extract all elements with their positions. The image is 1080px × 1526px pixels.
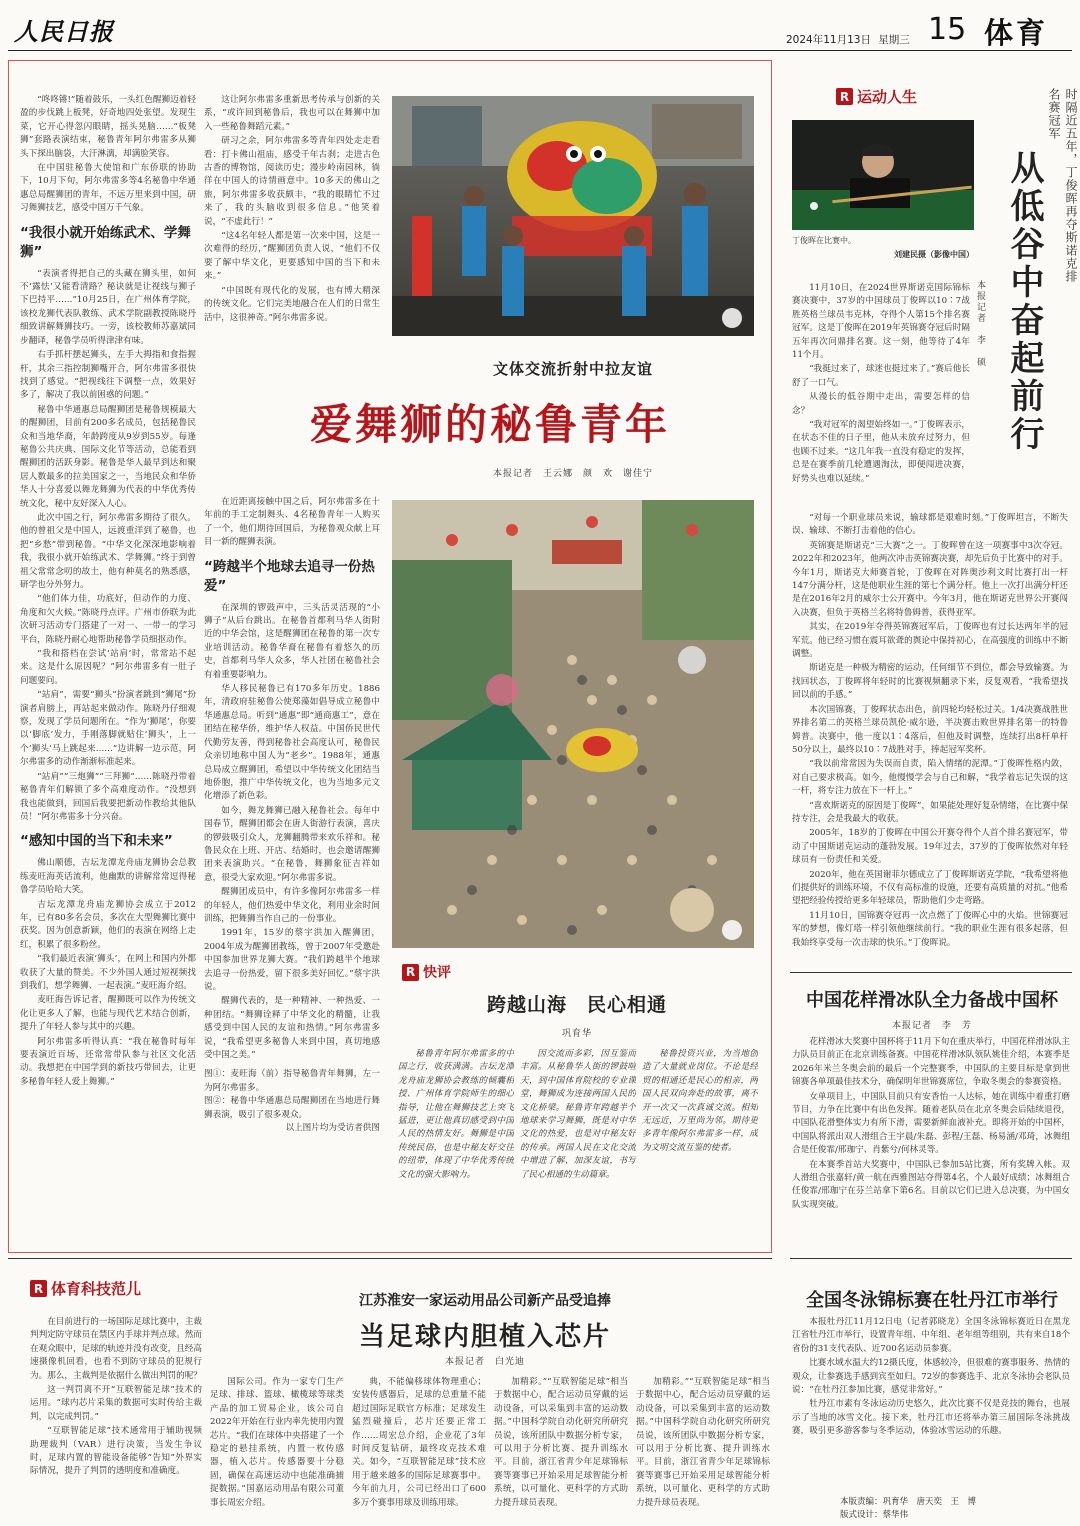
snooker-body-narrow xyxy=(792,282,970,510)
r-logo-icon: R xyxy=(30,1280,47,1297)
photo-caption: 图①：麦旺海（前）指导秘鲁青年舞狮，左一为阿尔弗雷多。 xyxy=(204,1069,380,1093)
football-col5 xyxy=(636,1376,770,1522)
lion-training-photo xyxy=(392,96,754,336)
lion-kicker: 文体交流折射中拉友谊 xyxy=(492,360,653,378)
r-logo-icon: R xyxy=(836,88,853,105)
issue-date xyxy=(786,32,910,47)
paragraph: “喜欢斯诺克的原因是丁俊晖”，如果能处理好复杂情绪，在比赛中保持专注，会是我最大的收获。 xyxy=(792,800,1068,824)
tag-label: 体育科技范儿 xyxy=(51,1280,142,1298)
paragraph: 醒狮团成员中，有许多像阿尔弗雷多一样的年轻人，他们热爱中华文化，利用业余时间训练，把舞狮当作自己的一份事业。 xyxy=(204,887,380,924)
paragraph: 比赛水域水温大约12摄氏度，体感较冷，但很难的赛事服务、热情的观众，让参赛选手感到宾至如归。72岁的参赛选手、北京冬泳协会老队员说：“在牡丹江参加比赛，感觉非常好。” xyxy=(792,1358,1070,1396)
paragraph: 本次国锦赛，丁俊晖状态出色，前四轮均轻松过关。1/4决赛战胜世界排名第二的英格兰球员凯伦·威尔逊，半决赛击败世界排名第一的特鲁姆普。决赛中，他一度以1∶4落后，但他及时调整，连续打出8杆单杆50分以上，最终以10∶7战胜对手，捧起冠军奖杯。 xyxy=(792,704,1068,755)
subheading: “感知中国的当下和未来” xyxy=(20,833,173,850)
paragraph: 牡丹江市素有冬泳运动历史悠久，此次比赛不仅是竞技的舞台，也展示了当地的冰雪文化。接下来，牡丹江市还将举办第三届国际冬泳挑战赛，吸引更多游客参与冬季运动，体验冰雪运动的乐趣。 xyxy=(792,1399,1070,1437)
paragraph: “我挺过来了，球迷也挺过来了。”赛后他长舒了一口气。 xyxy=(792,364,970,388)
snooker-credit: 刘建民摄（影像中国） xyxy=(894,249,974,259)
subheading: “我很小就开始练武术、学舞狮” xyxy=(20,224,191,260)
paragraph: 典，不能偏移球体物理重心；安装传感器后，足球的总重量不能超过国际足联官方标准；足球发生猛烈碰撞后，芯片还要正常工作……周宏总介绍，企业花了3年时间反复钻研，最终攻克技术难关。如今，“互联智能足球”技术应用于越来越多的国际足球赛事中。今年前九月，公司已经出口了600多万个赛事用球及训练用球。 xyxy=(352,1377,486,1508)
paragraph: 秘鲁中华通惠总局醒狮团是秘鲁规模最大的醒狮团，目前有200多名成员，包括秘鲁民众和当地华裔，年龄跨度从9岁到55岁。每逢秘鲁公共庆典、国际文化节等活动，总能看到醒狮团的活跃身影。秘鲁是华人最早到达和聚居人数最多的拉美国家之一，当地民众和华侨华人十分喜爱以舞龙舞狮为代表的中华优秀传统文化，秘中友好深入人心。 xyxy=(20,404,196,509)
paragraph: 英锦赛是斯诺克“三大赛”之一。丁俊晖曾在这一项赛事中3次夺冠。2022年和2023年，他两次冲击英锦赛决赛，却先后负于比赛中的对手。今年1月，斯诺克大师赛首轮，丁俊晖在对阵奥沙利文时比赛打出一杆147分满分杆，这是他职业生涯的第七个满分杆。他上一次打出满分杆还是在2016年2月的威尔士公开赛中。今年3月，他在斯诺克世界公开赛闯入决赛，但负于英格兰名将特鲁姆普，获得亚军。 xyxy=(792,540,1068,618)
paragraph: 花样滑冰大奖赛中国杯将于11月下旬在重庆举行，中国花样滑冰队主力队员目前正在北京训练备赛。中国花样滑冰队领队姚佳介绍，本赛季是2026年米兰冬奥会前的最后一个完整赛季，中国队的主要目标是拿到世锦赛各单项最佳技术分，确保明年世锦赛席位，争取冬奥会的参赛资格。 xyxy=(792,1037,1070,1088)
divider xyxy=(790,1258,1072,1259)
paragraph: “表演者得把自己的头藏在狮头里，如何不‘露怯’又能看清路？秘诀就是让视线与狮子下巴持平……”10月25日，在广州体育学院，该校龙狮代表队教练、武术学院副教授陈晓丹细致讲解舞狮技巧。一旁，该校教师苏嘉斌同步翻译，秘鲁学员听得津津有味。 xyxy=(20,268,196,346)
divider xyxy=(790,972,1072,973)
paragraph: “站肩”“三炮狮”“三拜狮”……陈晓丹带着秘鲁青年们解锁了多个高难度动作。“没想到我也能做到，回国后我要把新动作教给其他队员！”阿尔弗雷多十分兴奋。 xyxy=(20,771,196,822)
lion-col2-top xyxy=(204,94,380,340)
design-line: 版式设计：蔡华伟 xyxy=(840,1510,909,1520)
paragraph: “咚咚锵!”随着鼓乐，一头红色醒狮迈着轻盈的步伐跳上板凳，好奇地四处张望。发现生菜，它开心得忽闪眼睛，摇头晃脑……“板凳狮”套路表演结束，秘鲁青年阿尔弗雷多从狮头下探出脑袋，大汗淋漓，却满脸笑容。 xyxy=(20,95,196,159)
paragraph: “他们体力佳，功底好，但动作的力度、角度和欠火候。”陈晓丹点评。广州市侨联为此次研习活动专门搭建了一对一、一带一的学习平台，陈晓丹耐心地帮助秘鲁学员细抠动作。 xyxy=(20,594,196,645)
paragraph: 国际公司。作为一家专门生产足球、排球、篮球、橄榄球等球类产品的加工贸易企业，该公司自2022年开始在行业内率先使用内置芯片。“我们在球体中央搭建了一个稳定的悬挂系统，内置一枚传感器，植入芯片。传感器要十分稳固，确保在高速运动中也能准确捕捉数据。”国嘉运动用品有限公司董事长周宏介绍。 xyxy=(210,1377,344,1508)
paragraph: 在深圳的锣鼓声中，三头活灵活现的“小狮子”从后台跳出。在秘鲁首都利马华人街附近的中华会馆，这是醒狮团在秘鲁的第一次专业培训活动。秘鲁华裔在秘鲁有着悠久的历史，首都利马华人众多，华人社团在秘鲁社会有着重要影响力。 xyxy=(204,602,380,680)
paragraph: 其实，在2019年夺得英锦赛冠军后，丁俊晖也有过长达两年半的冠军荒。他已经习惯在震耳欲聋的舆论中保持初心，在高强度的训练中不断调整。 xyxy=(792,622,1068,660)
paragraph: 此次中国之行，阿尔弗雷多期待了很久。他的曾祖父是中国人，远渡重洋到了秘鲁，也把“乡愁”带到秘鲁。“中华文化深深地影响着我，我很小就开始练武术、学舞狮。”终于到曾祖父常常念叨的故土，他有种莫名的熟悉感，研学也分外努力。 xyxy=(20,512,196,590)
paragraph: 2005年，18岁的丁俊晖在中国公开赛夺得个人首个排名赛冠军，带动了中国斯诺克运动的蓬勃发展。19年过去，37岁的丁俊晖依然对年轻球员有一份责任和关爱。 xyxy=(792,828,1068,866)
skating-body xyxy=(792,1036,1070,1234)
paragraph: 1991年，15岁的蔡宇洪加入醒狮团，2004年成为醒狮团教练，曾于2007年受邀赴中国参加世界龙狮大赛。“我们跨越半个地球去追寻一份热爱，留下很多美好回忆。”蔡宇洪说。 xyxy=(204,928,380,992)
lion-byline: 本报记者 王云娜 颜 欢 谢佳宁 xyxy=(492,469,653,479)
commentary-author: 巩育华 xyxy=(561,1029,592,1039)
paragraph: 右手抓杆摆起狮头，左手大拇指和食指握杆，其余三指控制狮嘴开合，阿尔弗雷多很快找到了感觉。“把视线往下调整一点，效果好多了，解决了我以前困惑的问题。” xyxy=(20,350,196,401)
football-col4 xyxy=(494,1376,628,1522)
football-col2 xyxy=(210,1376,344,1522)
football-kicker: 江苏淮安一家运动用品公司新产品受追捧 xyxy=(359,1293,611,1309)
paragraph: 阿尔弗雷多听得认真：“我在秘鲁时每年要表演近百场，还常常带队参与社区文化活动。我想把在中国学到的新技巧带回去，让更多秘鲁年轻人爱上舞狮。” xyxy=(20,1036,196,1087)
snooker-tag xyxy=(836,86,917,107)
paragraph: 这让阿尔弗雷多重新思考传承与创新的关系，“或许回到秘鲁后，我也可以在舞狮中加入一些秘鲁舞蹈元素。” xyxy=(204,95,380,132)
winter-headline: 全国冬泳锦标赛在牡丹江市举行 xyxy=(806,1290,1058,1311)
snooker-image xyxy=(792,120,974,230)
r-logo-icon: R xyxy=(402,964,419,981)
paragraph: “中国既有现代化的发展，也有博大精深的传统文化。它们完美地融合在人们的日常生活中，这很神奇。”阿尔弗雷多说。 xyxy=(204,285,380,323)
paragraph: 在目前进行的一场国际足球比赛中，主裁判判定防守球员在禁区内手球并判点球。然而在观众眼中，足球的轨迹并没有改变，且经高速摄像机回看，也看不到防守球员的犯规行为。那么，主裁判是依据什么做出判罚的呢？ xyxy=(30,1317,202,1381)
commentary-tag xyxy=(402,962,451,982)
paragraph: “我们最近表演‘狮头’，在网上和国内外都收获了大量的赞美。不少外国人通过短视频找到我们，想学舞狮、一起表演。”麦旺海介绍。 xyxy=(20,954,196,991)
paragraph: 秘鲁青年阿尔弗雷多的中国之行，收获满满。吉坛龙潭龙舟庙龙狮协会教练的倾囊相授、广州体育学院师生的细心指导，让他在舞狮技艺上突飞猛进，更让他真切感受到中国人民的热情友好。舞狮是中国传统民俗，也是中秘友好交往的纽带，体现了中华优秀传统文化的强大影响力。 xyxy=(398,1049,514,1180)
paragraph: 这一判罚离不开“互联智能足球”技术的运用。“球内芯片采集的数据可实时传给主裁判，以完成判罚。” xyxy=(30,1385,202,1422)
logo: 人民日报 xyxy=(14,17,114,46)
subheading: “跨越半个地球去追寻一份热爱” xyxy=(204,558,375,594)
weekday: 星期三 xyxy=(878,34,910,46)
commentary-box xyxy=(392,956,762,1244)
paragraph: 从漫长的低谷期中走出，需要怎样的信念？ xyxy=(792,392,970,416)
paragraph: 本报牡丹江11月12日电（记者郭晓龙）全国冬泳锦标赛近日在黑龙江省牡丹江市举行，设置青年组、中年组、老年组等组别，共有来自18个省份的31支代表队、近700名运动员参赛。 xyxy=(792,1317,1070,1354)
paragraph: 因交流而多彩，因互鉴而丰富。从秘鲁华人街的锣鼓喧天，到中国体育院校的专业课堂，舞狮成为连接两国人民的文化桥梁。秘鲁青年跨越半个地球来学习舞狮，既是对中华文化的热爱，也是对中秘友好的传承。两国人民在文化交流中增进了解、加深友谊，书写了民心相通的生动篇章。 xyxy=(520,1049,636,1180)
football-col1 xyxy=(30,1316,202,1522)
tag-label: 快评 xyxy=(423,965,451,981)
section-name: 体育 xyxy=(984,16,1049,50)
snooker-deck: 时隔近五年，丁俊晖再夺斯诺克排名赛冠军 xyxy=(1047,88,1078,283)
snooker-headline: 从低谷中奋起前行 xyxy=(1004,150,1044,454)
football-tag xyxy=(30,1278,141,1299)
masthead xyxy=(0,0,1080,54)
football-byline: 本报记者 白光迪 xyxy=(444,1357,525,1367)
paragraph: 如今，舞龙舞狮已融入秘鲁社会。每年中国春节，醒狮团都会在唐人街游行表演，喜庆的锣鼓吸引众人，龙狮翻腾带来欢乐祥和。秘鲁民众在上班、开店、结婚时，也会邀请醒狮团来表演助兴。“在秘鲁，舞狮象征吉祥如意，很受大家欢迎。”阿尔弗雷多说。 xyxy=(204,805,380,883)
editors xyxy=(840,1496,1070,1522)
paragraph: 斯诺克是一种极为精密的运动，任何细节不到位，都会导致输赛。为找回状态，丁俊晖将年轻时的比赛视频翻录下来，反复观看，“我希望找回以前的手感。” xyxy=(792,663,1068,701)
tag-label: 运动人生 xyxy=(857,88,918,106)
paragraph: “我以前常常因为失误而自责，陷入情绪的泥潭。”丁俊晖性格内敛，对自己要求极高。如今，他慢慢学会与自己和解，“我学着忘记失误的这一杆，将专注力放在下一杆上。” xyxy=(792,759,1068,797)
snooker-body-wide xyxy=(792,512,1068,952)
paragraph: 在中国驻秘鲁大使馆和广东侨联的协助下，10月下旬，阿尔弗雷多等4名秘鲁中华通惠总局醒狮团的青年，不远万里来到中国，研习舞狮技艺，感受中国万千气象。 xyxy=(20,163,196,214)
paragraph: 加精彩。”“互联智能足球”相当于数据中心，配合运动员穿戴的运动设备，可以采集到丰富的运动数据。”中国科学院自动化研究所研究员说，该所团队中数据分析专家，可以用于分析比赛、提升训练水平。目前，浙江省青少年足球锦标赛等赛事已开始采用足球智能分析系统，以可量化、更科学的方式助力提升球员表现。 xyxy=(494,1377,628,1508)
editor-line: 本版责编：巩育华 唐天奕 王 博 xyxy=(840,1497,977,1507)
paragraph: 麦旺海告诉记者，醒狮既可以作为传统文化让更多人了解，也能与现代艺术结合创新，提升了年轻人参与其中的兴趣。 xyxy=(20,995,196,1033)
football-col3 xyxy=(352,1376,486,1522)
masthead-rule xyxy=(8,50,1072,51)
winter-body xyxy=(792,1316,1070,1500)
paragraph: “这4名年轻人都是第一次来中国，这是一次难得的经历，”醒狮团负责人说，“他们不仅要了解中华文化，更要感知中国的当下和未来。” xyxy=(204,231,380,282)
paragraph: 醒狮代表的，是一种精神、一种热爱、一种团结。“舞狮诠释了中华文化的精髓，让我感受到中国人民的友谊和热情。”阿尔弗雷多说，“我希望更多秘鲁人来到中国，真切地感受中国之美。” xyxy=(204,996,380,1061)
paragraph: “我和搭档在尝试‘站肩’时，常常站不起来。这是什么原因呢？”阿尔弗雷多有一肚子问题要问。 xyxy=(20,649,196,686)
paragraph: 2020年，他在英国谢菲尔德成立了丁俊晖斯诺克学院，“我希望将他们提供好的训练环境，不仅有高标准的设施，还要有高质量的对抗。”他希望把经验传授给更多年轻球员，帮助他们少走弯路。 xyxy=(792,869,1068,907)
crowd-photo xyxy=(392,500,754,948)
snooker-byline: 本报记者 李 硕 xyxy=(975,280,985,368)
divider xyxy=(8,1258,772,1259)
paragraph: 华人移民秘鲁已有170多年历史。1886年，清政府驻秘鲁公使郑藻如倡导成立秘鲁中华通惠总局。听到“通惠”即“通商惠工”，意在团结在秘华侨，维护华人权益。中国侨民世代代勤劳友善，得到秘鲁社会高度认可，秘鲁民众亲切地称中国人为“老乡”。1988年，通惠总局成立醒狮团，希望以中华传统文化团结当地侨胞，推广中华传统文化，也为当地多元文化增添了新色彩。 xyxy=(204,684,380,802)
photo-credit: 以上图片均为受访者供图 xyxy=(285,1123,380,1134)
paragraph: “互联智能足球”技术通常用于辅助视频助理裁判（VAR）进行决策，当发生争议时，足球内置的智能设备能够“告知”外界实际情况，提升了判罚的透明度和准确度。 xyxy=(30,1426,202,1477)
street-performance-image xyxy=(392,500,754,948)
paragraph: 在本赛季首站大奖赛中，中国队已参加5站比赛，所有奖牌入帐。双人滑组合张嘉轩/黄一航在西雅图站夺得第4名，个人最好成绩；冰舞组合任俊霏/邢珈宁在芬兰站拿下第6名。目前以它们已进入总决赛，为中国女队实现突破。 xyxy=(792,1159,1070,1210)
paragraph: 11月10日，国锦赛夺冠再一次点燃了丁俊晖心中的火焰。世锦赛冠军的梦想，像灯塔一样引领他继续前行。“我的职业生涯有很多起落，但我始终享受每一次击球的快乐。”丁俊晖说。 xyxy=(792,910,1068,948)
date: 2024年11月13日 xyxy=(786,34,871,46)
paragraph: 11月10日，在2024世界斯诺克国际锦标赛决赛中，37岁的中国球员丁俊晖以10∶7战胜英格兰球员韦克林，夺得个人第15个排名赛冠军。这是丁俊晖在2019年英锦赛夺冠后时隔五年再次问鼎排名赛。这一刻，他等待了4年11个月。 xyxy=(792,283,970,361)
commentary-headline: 跨越山海 民心相通 xyxy=(486,994,667,1016)
snooker-caption: 丁俊晖在比赛中。 xyxy=(792,236,856,245)
paragraph: 在近距离接触中国之后，阿尔弗雷多在十年前的手工定制舞头、4名秘鲁青年一人购买了一个，他们期待回国后，为秘鲁观众献上耳目一新的醒狮表演。 xyxy=(204,497,380,548)
commentary-col1 xyxy=(398,1048,514,1240)
commentary-col3 xyxy=(642,1048,758,1240)
skating-headline: 中国花样滑冰队全力备战中国杯 xyxy=(806,990,1058,1011)
skating-byline: 本报记者 李 芳 xyxy=(891,1021,972,1031)
lion-col2-bottom xyxy=(204,496,380,1246)
commentary-col2 xyxy=(520,1048,636,1240)
football-headline: 当足球内胆植入芯片 xyxy=(358,1322,611,1352)
paragraph: 女单项目上，中国队目前只有安香怡一人达标，她在训练中着重打磨节目，力争在比赛中有出色发挥。随着老队员在北京冬奥会后陆续退役，中国队花滑整体实力有所下滑，需要新鲜血液补充。即将开始的中国杯，中国队将派出双人滑组合王宇晨/朱磊、彭程/王磊、杨易涵/邓琦，冰舞组合是任俊霏/邢珈宁、肖紫兮/何林灵等。 xyxy=(792,1091,1070,1156)
lion-col1 xyxy=(20,94,196,1248)
lion-headline: 爱舞狮的秘鲁青年 xyxy=(309,400,670,449)
paragraph: 佛山顺德，吉坛龙潭龙舟庙龙狮协会总教练麦旺海英话流利，他幽默的讲解常常逗得秘鲁学员哈哈大笑。 xyxy=(20,858,196,896)
snooker-photo xyxy=(792,120,974,230)
paragraph: “站肩”，需要“狮头”扮演者跳到“狮尾”扮演者肩膀上，再站起来做动作。陈晓丹仔细观察，发现了学员问题所在。“作为‘狮尾’，你要以‘脚底’发力，手刚落脚就贴住‘狮头’，上一个‘狮头’马上跳起来……”边讲解一边示范，阿尔弗雷多的动作渐渐标准起来。 xyxy=(20,690,196,768)
photo-caption: 图②：秘鲁中华通惠总局醒狮团在当地进行舞狮表演，吸引了很多观众。 xyxy=(204,1096,380,1120)
paragraph: 吉坛龙潭龙舟庙龙狮协会成立于2012年，已有80多名会员，多次在大型舞狮比赛中获奖。因为创意新颖，他们的表演在网络上走红，积累了很多粉丝。 xyxy=(20,899,196,950)
page-number: 15 xyxy=(928,12,967,47)
paragraph: “对每一个职业球员来说，输球都是艰难时刻。”丁俊晖坦言，不断失误、输球、不断打击着他的信心。 xyxy=(792,513,1068,537)
paragraph: 加精彩。”“互联智能足球”相当于数据中心，配合运动员穿戴的运动设备，可以采集到丰富的运动数据。”中国科学院自动化研究所研究员说，该所团队中数据分析专家，可以用于分析比赛、提升训练水平。目前，浙江省青少年足球锦标赛等赛事已开始采用足球智能分析系统，以可量化、更科学的方式助力提升球员表现。 xyxy=(636,1377,770,1508)
paragraph: 秘鲁投资兴业，为当地创造了大量就业岗位。不论是经贸的相通还是民心的相亲，两国人民双向奔赴的故事，离不开一次又一次真诚交流。相知无远近，万里尚为邻。期待更多青年像阿尔弗雷多一样，成为文明交流互鉴的使者。 xyxy=(642,1049,758,1153)
paragraph: “我对冠军的渴望始终如一。”丁俊晖表示，在状态不佳的日子里，他从未放弃过努力，但也顾不过来。“这几年我一直没有稳定的发挥，总是在赛季前几轮遭遇淘汰，即便闯进决赛，好势头也难以延续。” xyxy=(792,420,970,484)
paragraph: 研习之余，阿尔弗雷多等青年四处走走看看：打卡佛山祖庙，感受千年古刹；走进古色古香的博物馆，阅读历史；漫步岭南园林，徜徉在中国人的诗情画意中。10多天的佛山之旅，阿尔弗雷多收获颇丰，“我的眼睛忙不过来了，我的头脑收到很多信息。”他笑着说，“不虚此行！” xyxy=(204,136,380,227)
lion-training-image xyxy=(392,96,754,336)
